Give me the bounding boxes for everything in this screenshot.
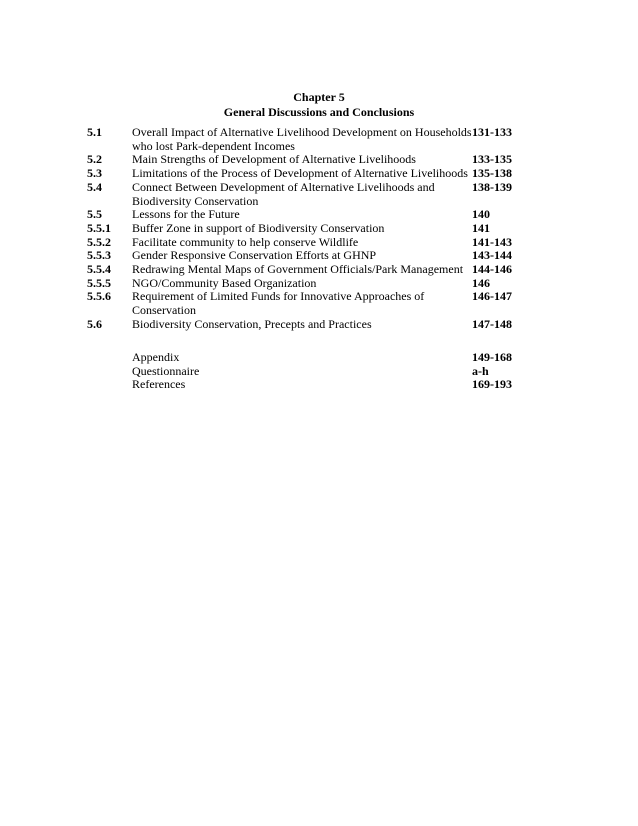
toc-entry-title-line: Limitations of the Process of Development of Alternative Livelihoods: [132, 166, 468, 181]
toc-entry-title-line: NGO/Community Based Organization: [132, 275, 317, 290]
toc-entry: [87, 249, 527, 263]
toc-entry-title-line: Lessons for the Future: [132, 207, 240, 222]
toc-entry-pages: 135-138: [472, 166, 512, 181]
toc-entry-title: [132, 263, 472, 277]
toc-entry-number: 5.5.3: [87, 248, 111, 263]
toc-entry-title: [132, 222, 472, 236]
back-matter-pages: 169-193: [472, 377, 512, 392]
toc-entry-number: 5.2: [87, 152, 102, 167]
toc-entry-title: [132, 208, 472, 222]
toc-entry-pages: 133-135: [472, 152, 512, 167]
toc-entry-number: 5.4: [87, 179, 102, 194]
toc-entry-title: [132, 277, 472, 291]
toc-entry-title-line: Gender Responsive Conservation Efforts at GHNP: [132, 248, 377, 263]
chapter-subtitle: General Discussions and Conclusions: [223, 105, 415, 119]
table-of-contents: [87, 126, 527, 332]
toc-entry-pages: 146-147: [472, 289, 512, 304]
toc-entry-title: [132, 236, 472, 250]
toc-entry-number: 5.5.5: [87, 275, 111, 290]
toc-entry-pages: 144-146: [472, 262, 512, 277]
toc-entry: [87, 208, 527, 222]
toc-entry: [87, 222, 527, 236]
back-matter-title: Questionnaire: [132, 363, 200, 378]
toc-entry-title-line: Conservation: [132, 303, 196, 318]
back-matter-pages: 149-168: [472, 350, 512, 364]
toc-entry: [87, 318, 527, 332]
toc-entry-number: 5.5.2: [87, 234, 111, 249]
toc-entry-title: [132, 249, 472, 263]
toc-entry-number: 5.5.1: [87, 220, 111, 235]
toc-entry-title-line: Biodiversity Conservation, Precepts and Practices: [132, 316, 372, 331]
toc-entry-number: 5.5.4: [87, 262, 111, 277]
toc-entry-title-line: Main Strengths of Development of Alternative Livelihoods: [132, 152, 416, 167]
toc-entry-title-line: who lost Park-dependent Incomes: [132, 138, 295, 153]
toc-entry-title-line: Buffer Zone in support of Biodiversity Conservation: [132, 220, 385, 235]
toc-entry-pages: 143-144: [472, 248, 512, 263]
back-matter-entry: [87, 351, 527, 365]
toc-entry-number: 5.5.6: [87, 289, 111, 304]
toc-entry: [87, 263, 527, 277]
toc-entry-pages: 138-139: [472, 179, 512, 194]
toc-entry-title: [132, 126, 472, 153]
toc-entry-pages: 146: [472, 275, 490, 290]
toc-entry-number: 5.5: [87, 207, 102, 222]
toc-entry-pages: 140: [472, 207, 490, 222]
toc-entry-pages: 141: [472, 220, 490, 235]
toc-entry-title: [132, 167, 472, 181]
toc-entry-title-line: Biodiversity Conservation: [132, 193, 259, 208]
toc-entry: [87, 126, 527, 153]
back-matter-pages: a-h: [472, 363, 489, 378]
toc-entry-title-line: Connect Between Development of Alternative Livelihoods and: [132, 179, 435, 194]
toc-entry-title: [132, 290, 472, 317]
back-matter-entry: [87, 378, 527, 392]
toc-entry-pages: 147-148: [472, 316, 512, 331]
toc-entry-number: 5.6: [87, 316, 102, 331]
toc-entry-title-line: Requirement of Limited Funds for Innovative Approaches of: [132, 289, 425, 304]
toc-entry: [87, 290, 527, 317]
back-matter-title: Appendix: [132, 350, 180, 364]
toc-entry-title-line: Overall Impact of Alternative Livelihood Development on Households: [132, 125, 472, 139]
back-matter-list: [87, 351, 527, 392]
toc-entry-number: 5.1: [87, 125, 102, 139]
toc-entry-title: [132, 153, 472, 167]
toc-entry-pages: 141-143: [472, 234, 512, 249]
back-matter-entry: [87, 365, 527, 379]
toc-entry-title: [132, 181, 472, 208]
chapter-title: Chapter 5: [293, 90, 345, 104]
toc-entry-title: [132, 318, 472, 332]
toc-entry-pages: 131-133: [472, 125, 512, 139]
toc-entry: [87, 236, 527, 250]
toc-entry-title-line: Redrawing Mental Maps of Government Officials/Park Management: [132, 262, 464, 277]
back-matter-title: References: [132, 377, 186, 392]
toc-entry-title-line: Facilitate community to help conserve Wildlife: [132, 234, 359, 249]
toc-entry: [87, 153, 527, 167]
toc-entry: [87, 167, 527, 181]
toc-entry: [87, 277, 527, 291]
toc-entry: [87, 181, 527, 208]
toc-entry-number: 5.3: [87, 166, 102, 181]
